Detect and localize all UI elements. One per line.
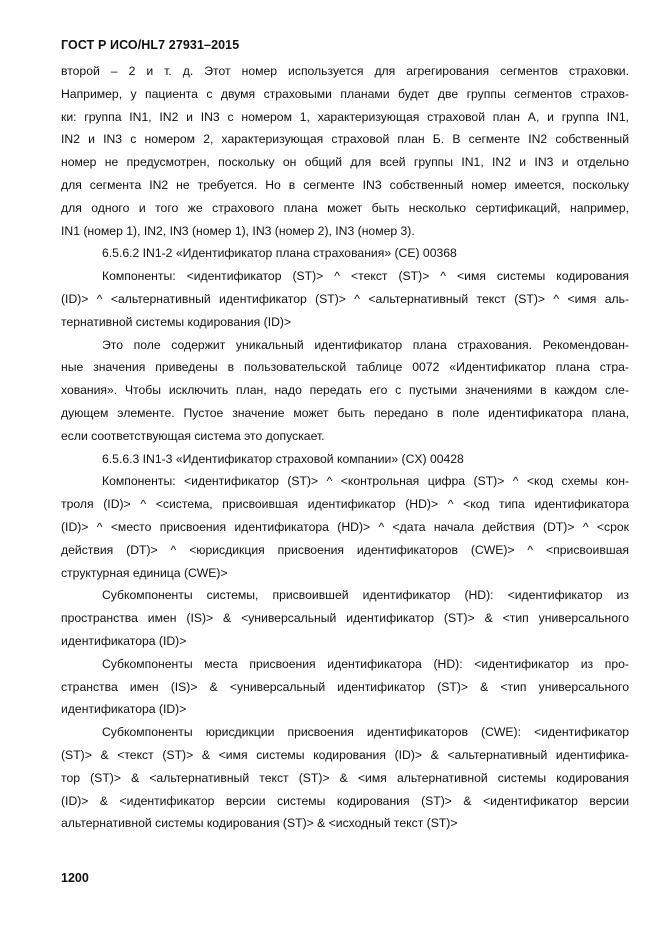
- page-number: 1200: [61, 871, 89, 885]
- text-line: Субкомпоненты системы, присвоившей идентификатор (HD): <идентификатор из: [102, 588, 629, 603]
- text-line: хования». Чтобы исключить план, надо передать его с пустыми значениями в каждом сле-: [61, 383, 629, 398]
- text-line: (ID)> & <идентификатор версии системы кодирования (ST)> & <идентификатор версии: [61, 793, 629, 808]
- text-line: Субкомпоненты места присвоения идентификатора (HD): <идентификатор из про-: [102, 656, 629, 671]
- document-header: ГОСТ Р ИСО/HL7 27931–2015: [61, 38, 240, 52]
- text-line: для сегмента IN2 не требуется. Но в сегменте IN3 собственный номер имеется, поскольку: [61, 177, 629, 192]
- text-line: IN2 и IN3 с номером 2, характеризующая страховой план Б. В сегменте IN2 собственный: [61, 132, 629, 147]
- text-line: второй – 2 и т. д. Этот номер используется для агрегирования сегментов страховки.: [61, 64, 629, 78]
- text-line: (ID)> ^ <место присвоения идентификатора (HD)> ^ <дата начала действия (DT)> ^ <срок: [61, 519, 629, 534]
- text-line: действия (DT)> ^ <юрисдикция присвоения идентификаторов (CWE)> ^ <присвоившая: [61, 542, 629, 557]
- text-line: тернативной системы кодирования (ID)>: [61, 314, 292, 329]
- text-line: структурная единица (CWE)>: [61, 565, 228, 580]
- text-line: странства имен (IS)> & <универсальный идентификатор (ST)> & <тип универсального: [61, 679, 629, 694]
- text-line: тор (ST)> & <альтернативный текст (ST)> & <имя альтернативной системы кодирования: [61, 770, 629, 785]
- text-line: Компоненты: <идентификатор (ST)> ^ <контрольная цифра (ST)> ^ <код схемы кон-: [102, 474, 629, 489]
- text-line: альтернативной системы кодирования (ST)> & <исходный текст (ST)>: [61, 816, 458, 831]
- text-line: для одного и того же страхового плана может быть несколько сертификаций, например,: [61, 200, 629, 215]
- text-line: (ID)> ^ <альтернативный идентификатор (ST)> ^ <альтернативный текст (ST)> ^ <имя аль-: [61, 291, 629, 306]
- text-line: номер не предусмотрен, поскольку он общий для всей группы IN1, IN2 и IN3 и отдельно: [61, 155, 629, 170]
- text-line: Компоненты: <идентификатор (ST)> ^ <текст (ST)> ^ <имя системы кодирования: [102, 269, 629, 284]
- text-line: 6.5.6.3 IN1-3 «Идентификатор страховой компании» (CX) 00428: [102, 451, 464, 466]
- text-line: дующем элементе. Пустое значение может быть передано в поле идентификатора плана,: [61, 405, 629, 420]
- text-line: если соответствующая система это допускает.: [61, 428, 325, 443]
- text-line: пространства имен (IS)> & <универсальный идентификатор (ST)> & <тип универсального: [61, 611, 629, 626]
- text-line: IN1 (номер 1), IN2, IN3 (номер 1), IN3 (номер 2), IN3 (номер 3).: [61, 223, 415, 238]
- text-line: ки: группа IN1, IN2 и IN3 с номером 1, характеризующая страховой план А, и группа IN1,: [61, 109, 629, 124]
- text-line: 6.5.6.2 IN1-2 «Идентификатор плана страхования» (CE) 00368: [102, 246, 457, 261]
- text-line: Например, у пациента с двумя страховыми планами будет две группы сегментов страхов-: [61, 86, 629, 101]
- text-line: ные значения приведены в пользовательской таблице 0072 «Идентификатор плана стра-: [61, 360, 629, 375]
- text-line: Это поле содержит уникальный идентификатор плана страхования. Рекомендован-: [102, 337, 629, 352]
- text-line: Субкомпоненты юрисдикции присвоения идентификаторов (CWE): <идентификатор: [102, 725, 629, 740]
- text-line: идентификатора (ID)>: [61, 702, 187, 717]
- text-line: троля (ID)> ^ <система, присвоившая идентификатор (HD)> ^ <код типа идентификатора: [61, 497, 629, 512]
- document-body: [61, 60, 629, 835]
- text-line: (ST)> & <текст (ST)> & <имя системы кодирования (ID)> & <альтернативный идентифика-: [61, 747, 629, 762]
- text-line: идентификатора (ID)>: [61, 633, 187, 648]
